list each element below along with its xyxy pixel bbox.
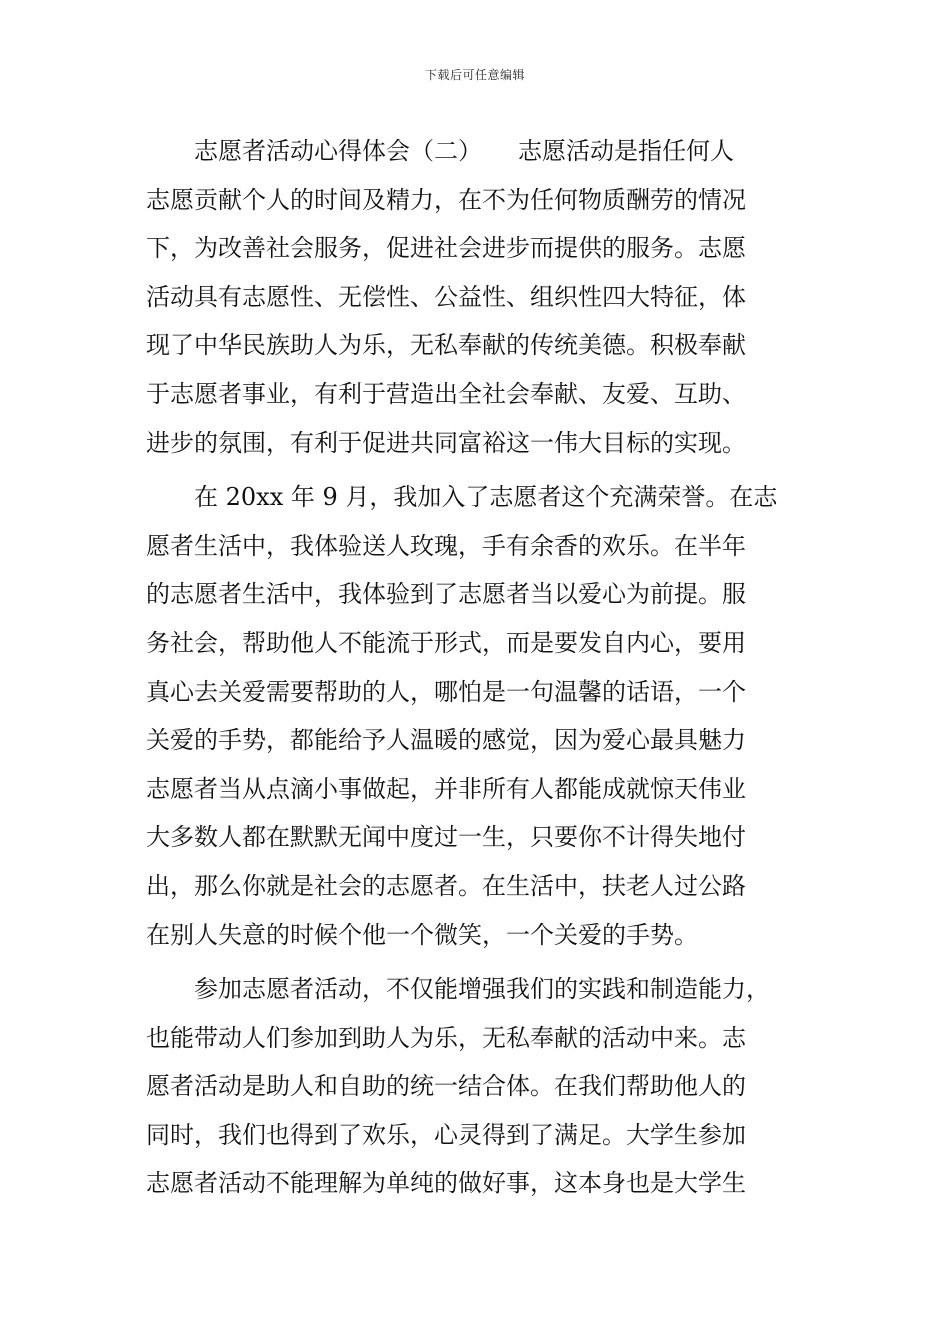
text-line: 在 20xx 年 9 月，我加入了志愿者这个充满荣誉。在志 [146, 483, 778, 512]
text-line: 愿者活动是助人和自助的统一结合体。在我们帮助他人的 [146, 1072, 746, 1101]
text-line: 志愿贡献个人的时间及精力，在不为任何物质酬劳的情况 [146, 185, 746, 214]
text-line: 也能带动人们参加到助人为乐，无私奉献的活动中来。志 [146, 1023, 746, 1052]
text-line: 同时，我们也得到了欢乐，心灵得到了满足。大学生参加 [146, 1120, 746, 1149]
text-line: 志愿者当从点滴小事做起，并非所有人都能成就惊天伟业 [146, 774, 746, 803]
text-line: 务社会，帮助他人不能流于形式，而是要发自内心，要用 [146, 628, 746, 657]
text-line: 出，那么你就是社会的志愿者。在生活中，扶老人过公路 [146, 871, 746, 900]
document-body [146, 127, 812, 1208]
paragraph-2 [146, 473, 812, 959]
text-line: 的志愿者生活中，我体验到了志愿者当以爱心为前提。服 [146, 580, 746, 609]
text-line: 于志愿者事业，有利于营造出全社会奉献、友爱、互助、 [146, 379, 746, 408]
text-line: 大多数人都在默默无闻中度过一生，只要你不计得失地付 [146, 823, 746, 852]
text-line: 在别人失意的时候个他一个微笑，一个关爱的手势。 [146, 920, 698, 949]
text-line: 现了中华民族助人为乐，无私奉献的传统美德。积极奉献 [146, 331, 746, 360]
text-line: 志愿者活动心得体会（二） 志愿活动是指任何人 [146, 137, 734, 165]
text-line: 愿者生活中，我体验送人玫瑰，手有余香的欢乐。在半年 [146, 531, 746, 560]
text-line: 关爱的手势，都能给予人温暖的感觉，因为爱心最具魅力 [146, 726, 746, 755]
text-line: 志愿者活动不能理解为单纯的做好事，这本身也是大学生 [146, 1169, 746, 1198]
text-line: 进步的氛围，有利于促进共同富裕这一伟大目标的实现。 [146, 428, 746, 457]
page-header: 下载后可任意编辑 [424, 68, 525, 82]
text-line: 活动具有志愿性、无偿性、公益性、组织性四大特征，体 [146, 282, 746, 311]
paragraph-1 [146, 127, 812, 467]
text-line: 真心去关爱需要帮助的人，哪怕是一句温馨的话语，一个 [146, 677, 746, 706]
paragraph-3 [146, 965, 812, 1208]
text-line: 参加志愿者活动，不仅能增强我们的实践和制造能力， [146, 975, 770, 1004]
text-line: 下，为改善社会服务，促进社会进步而提供的服务。志愿 [146, 234, 746, 263]
